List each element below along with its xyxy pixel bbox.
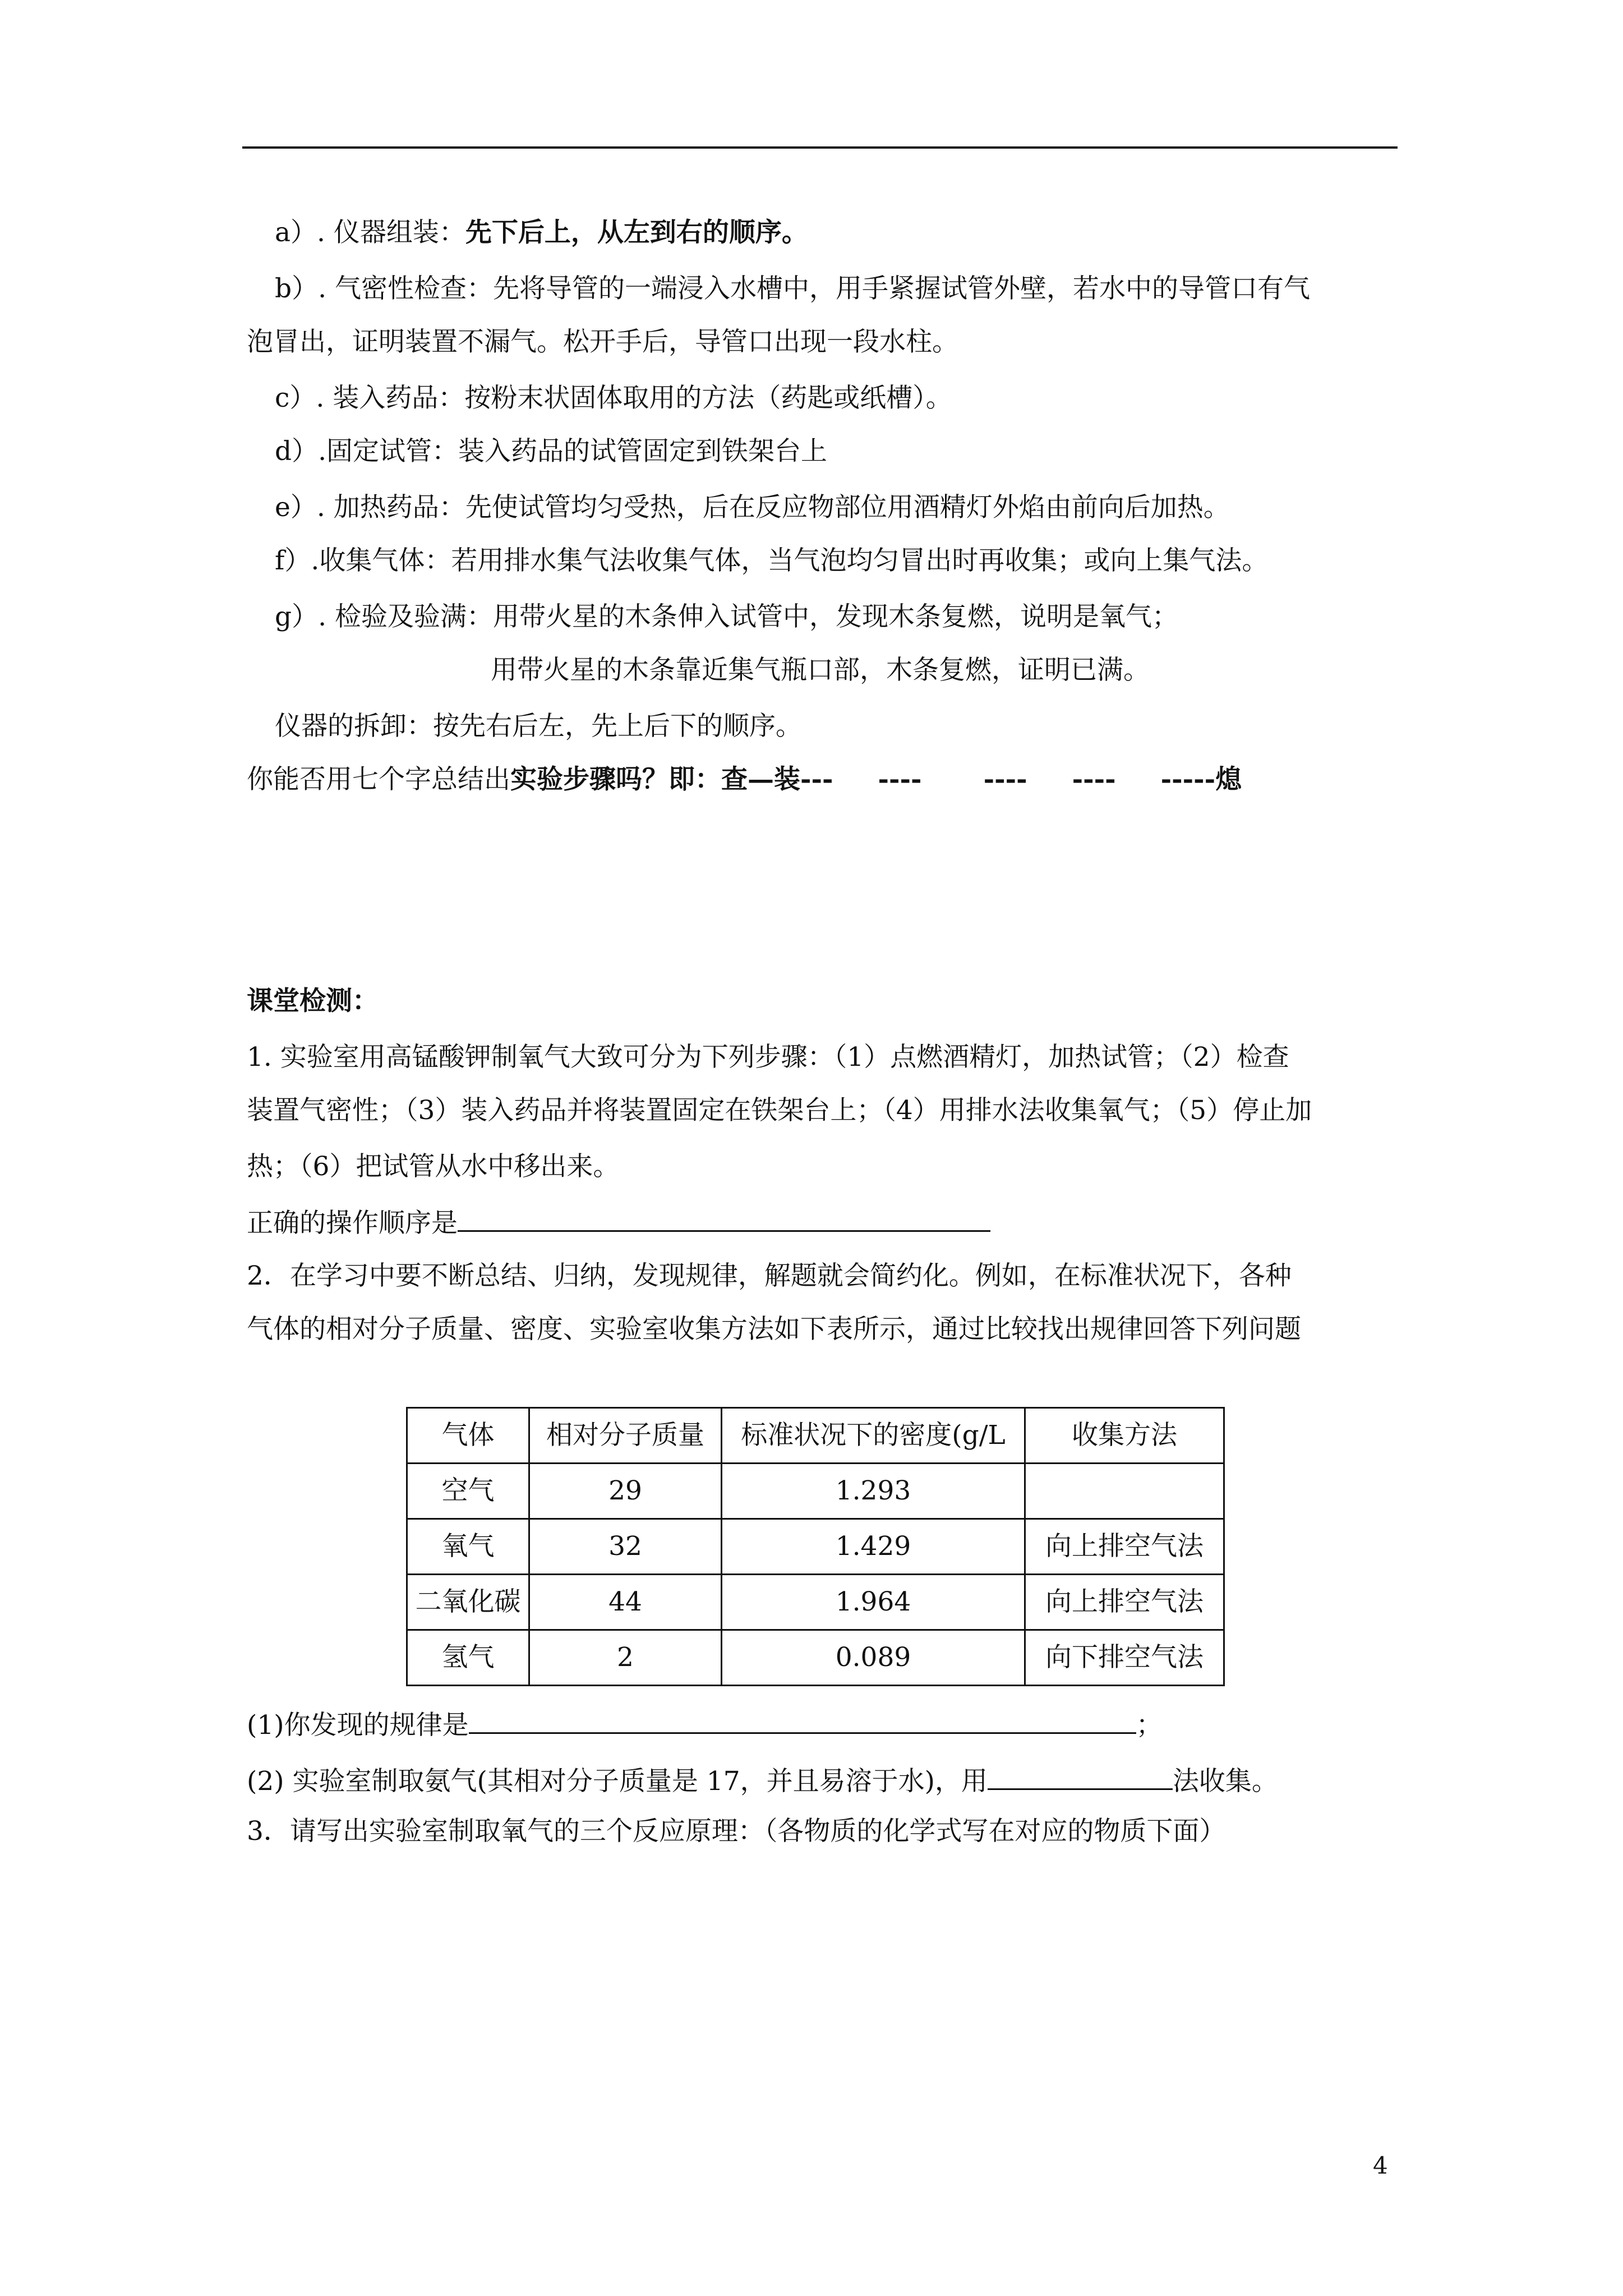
step-g-line2: 用带火星的木条靠近集气瓶口部，木条复燃，证明已满。 — [491, 655, 1150, 685]
table-cell: 44 — [529, 1575, 722, 1630]
step-b-line1: b）. 气密性检查：先将导管的一端浸入水槽中，用手紧握试管外壁，若水中的导管口有气 — [275, 273, 1310, 304]
page-number: 4 — [1373, 2152, 1388, 2179]
summary-dash-2: ---- — [983, 764, 1027, 795]
table-row — [407, 1630, 1224, 1686]
table-row — [407, 1575, 1224, 1630]
table-header-cell: 气体 — [407, 1408, 529, 1464]
step-f: f）.收集气体：若用排水集气法收集气体，当气泡均匀冒出时再收集；或向上集气法。 — [275, 545, 1269, 576]
table-cell: 1.293 — [722, 1464, 1025, 1519]
q3-line: 3．请写出实验室制取氧气的三个反应原理：（各物质的化学式写在对应的物质下面） — [247, 1816, 1226, 1847]
step-d: d）.固定试管：装入药品的试管固定到铁架台上 — [275, 436, 828, 467]
table-cell: 空气 — [407, 1464, 529, 1519]
summary-prefix: 你能否用七个字总结出 — [247, 764, 510, 795]
table-cell: 氧气 — [407, 1519, 529, 1575]
table-header-cell: 相对分子质量 — [529, 1408, 722, 1464]
table-cell: 氢气 — [407, 1630, 529, 1686]
header-rule — [242, 146, 1398, 149]
summary-dash-1: ---- — [878, 764, 922, 795]
q2-line1: 2．在学习中要不断总结、归纳，发现规律，解题就会简约化。例如，在标准状况下，各种 — [247, 1260, 1292, 1291]
table-cell: 0.089 — [722, 1630, 1025, 1686]
table-header-cell: 标准状况下的密度(g/L — [722, 1408, 1025, 1464]
q1-answer-line — [247, 1203, 990, 1240]
summary-dash-3: ---- — [1072, 764, 1116, 795]
table-cell: 1.964 — [722, 1575, 1025, 1630]
q2-part1-suffix: ； — [1136, 1710, 1163, 1741]
q2-part2-label: (2) 实验室制取氨气(其相对分子质量是 17，并且易溶于水)，用 — [247, 1766, 988, 1797]
step-e: e）. 加热药品：先使试管均匀受热，后在反应物部位用酒精灯外焰由前向后加热。 — [275, 492, 1230, 523]
table-cell: 二氧化碳 — [407, 1575, 529, 1630]
q2-line2: 气体的相对分子质量、密度、实验室收集方法如下表所示，通过比较找出规律回答下列问题 — [247, 1314, 1301, 1345]
table-cell: 2 — [529, 1630, 722, 1686]
dismantle-step: 仪器的拆卸：按先右后左，先上后下的顺序。 — [275, 711, 802, 742]
table-header-cell: 收集方法 — [1025, 1408, 1224, 1464]
table-row — [407, 1464, 1224, 1519]
table-header-row — [407, 1408, 1224, 1464]
step-b-line2: 泡冒出，证明装置不漏气。松开手后，导管口出现一段水柱。 — [247, 326, 958, 357]
q1-line1: 1. 实验室用高锰酸钾制氧气大致可分为下列步骤：（1）点燃酒精灯，加热试管；（2）检查 — [247, 1042, 1289, 1073]
table-cell: 向上排空气法 — [1025, 1575, 1224, 1630]
step-a-text: a）. 仪器组装： — [275, 217, 465, 248]
table-cell: 32 — [529, 1519, 722, 1575]
table-cell: 向上排空气法 — [1025, 1519, 1224, 1575]
q1-line2: 装置气密性；（3）装入药品并将装置固定在铁架台上；（4）用排水法收集氧气；（5）停止加 — [247, 1095, 1312, 1126]
step-a — [275, 216, 808, 250]
gas-properties-table — [406, 1407, 1225, 1686]
quiz-heading: 课堂检测： — [247, 986, 379, 1016]
table-cell: 1.429 — [722, 1519, 1025, 1575]
q2-part2-blank[interactable] — [988, 1761, 1173, 1790]
q2-part2-suffix: 法收集。 — [1172, 1766, 1278, 1797]
step-c: c）. 装入药品：按粉末状固体取用的方法（药匙或纸槽）。 — [275, 383, 952, 413]
table-cell: 向下排空气法 — [1025, 1630, 1224, 1686]
step-a-bold: 先下后上，从左到右的顺序。 — [465, 217, 808, 248]
q1-answer-blank[interactable] — [458, 1203, 990, 1232]
table-row — [407, 1519, 1224, 1575]
step-g-line1: g）. 检验及验满：用带火星的木条伸入试管中，发现木条复燃，说明是氧气； — [275, 601, 1178, 632]
q2-part1 — [247, 1705, 1163, 1742]
q2-part1-label: (1)你发现的规律是 — [247, 1710, 469, 1741]
table-cell — [1025, 1464, 1224, 1519]
summary-question — [247, 763, 1242, 797]
table-cell: 29 — [529, 1464, 722, 1519]
summary-bold: 实验步骤吗？即：查—装--- — [510, 764, 833, 795]
q2-part1-blank[interactable] — [469, 1705, 1136, 1734]
q1-line3: 热；（6）把试管从水中移出来。 — [247, 1151, 620, 1182]
q1-answer-label: 正确的操作顺序是 — [247, 1208, 458, 1239]
q2-part2 — [247, 1761, 1278, 1798]
summary-dash-4: -----熄 — [1160, 764, 1242, 795]
